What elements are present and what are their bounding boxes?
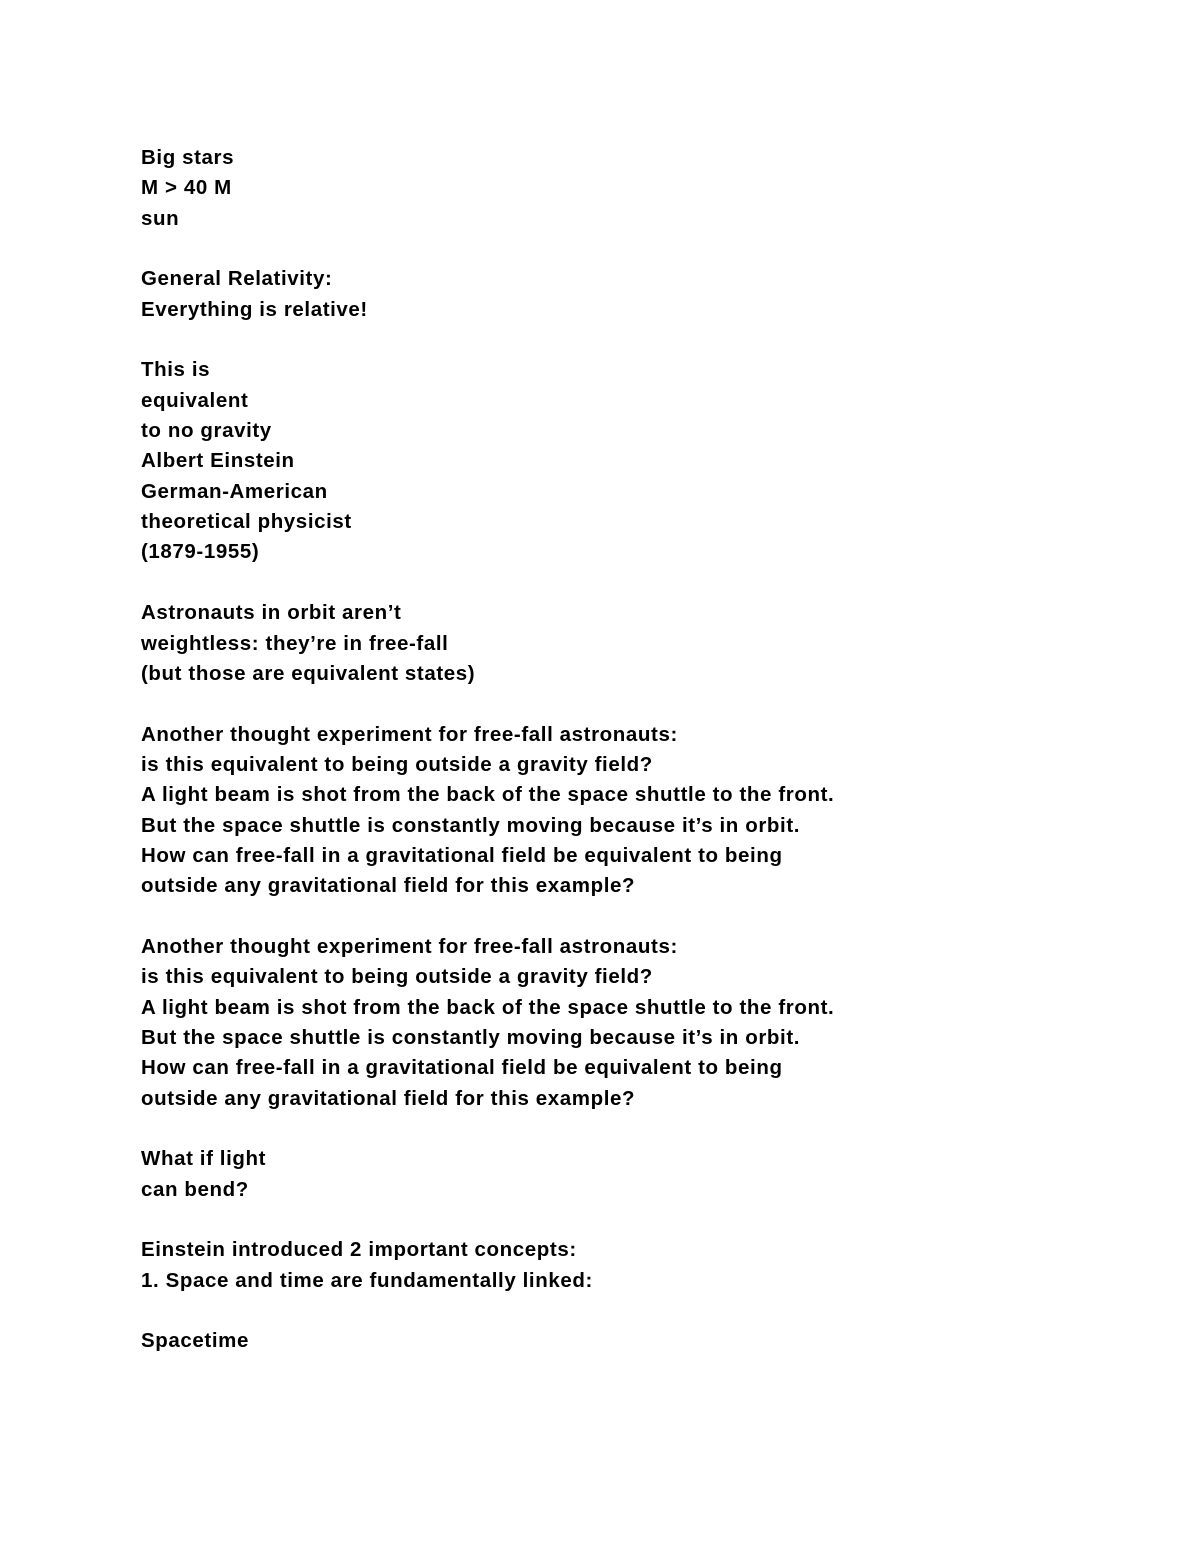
paragraph-thought-experiment-1 — [141, 720, 1141, 902]
text-line: M > 40 M — [141, 176, 232, 200]
text-line: Albert Einstein — [141, 449, 295, 473]
text-line: Astronauts in orbit aren’t — [141, 601, 402, 625]
text-line: is this equivalent to being outside a gravity field? — [141, 752, 653, 776]
text-line: How can free-fall in a gravitational field be equivalent to being — [141, 843, 783, 867]
text-line: (1879-1955) — [141, 540, 260, 564]
text-line: theoretical physicist — [141, 510, 352, 534]
paragraph-thought-experiment-2 — [141, 932, 1141, 1114]
text-line: A light beam is shot from the back of the space shuttle to the front. — [141, 995, 835, 1019]
text-line: sun — [141, 206, 180, 230]
paragraph-concepts — [141, 1235, 1141, 1296]
text-line: A light beam is shot from the back of the space shuttle to the front. — [141, 783, 835, 807]
text-line: can bend? — [141, 1177, 249, 1201]
text-line: weightless: they’re in free-fall — [141, 631, 449, 655]
text-line: is this equivalent to being outside a gravity field? — [141, 965, 653, 989]
text-line: Everything is relative! — [141, 297, 368, 321]
text-line: Big stars — [141, 146, 235, 169]
text-line: General Relativity: — [141, 267, 333, 291]
document-body — [141, 143, 1141, 1357]
text-line: to no gravity — [141, 419, 272, 443]
text-line: 1. Space and time are fundamentally linked: — [141, 1268, 593, 1292]
paragraph-einstein — [141, 355, 1141, 567]
text-line: Another thought experiment for free-fall astronauts: — [141, 934, 678, 958]
text-line: outside any gravitational field for this example? — [141, 1086, 636, 1110]
paragraph-spacetime — [141, 1326, 1141, 1356]
text-line: German-American — [141, 479, 328, 503]
text-line: Another thought experiment for free-fall astronauts: — [141, 722, 678, 746]
text-line: Spacetime — [141, 1329, 249, 1353]
paragraph-big-stars — [141, 143, 1141, 234]
paragraph-light-bend — [141, 1144, 1141, 1205]
text-line: Einstein introduced 2 important concepts: — [141, 1238, 577, 1262]
text-line: How can free-fall in a gravitational field be equivalent to being — [141, 1056, 783, 1080]
text-line: equivalent — [141, 388, 249, 412]
text-line: This is — [141, 358, 211, 382]
text-line: (but those are equivalent states) — [141, 661, 476, 685]
text-line: What if light — [141, 1147, 267, 1171]
text-line: But the space shuttle is constantly moving because it’s in orbit. — [141, 1025, 801, 1049]
text-line: But the space shuttle is constantly moving because it’s in orbit. — [141, 813, 801, 837]
paragraph-astronauts — [141, 598, 1141, 689]
paragraph-general-relativity — [141, 264, 1141, 325]
text-line: outside any gravitational field for this example? — [141, 874, 636, 898]
